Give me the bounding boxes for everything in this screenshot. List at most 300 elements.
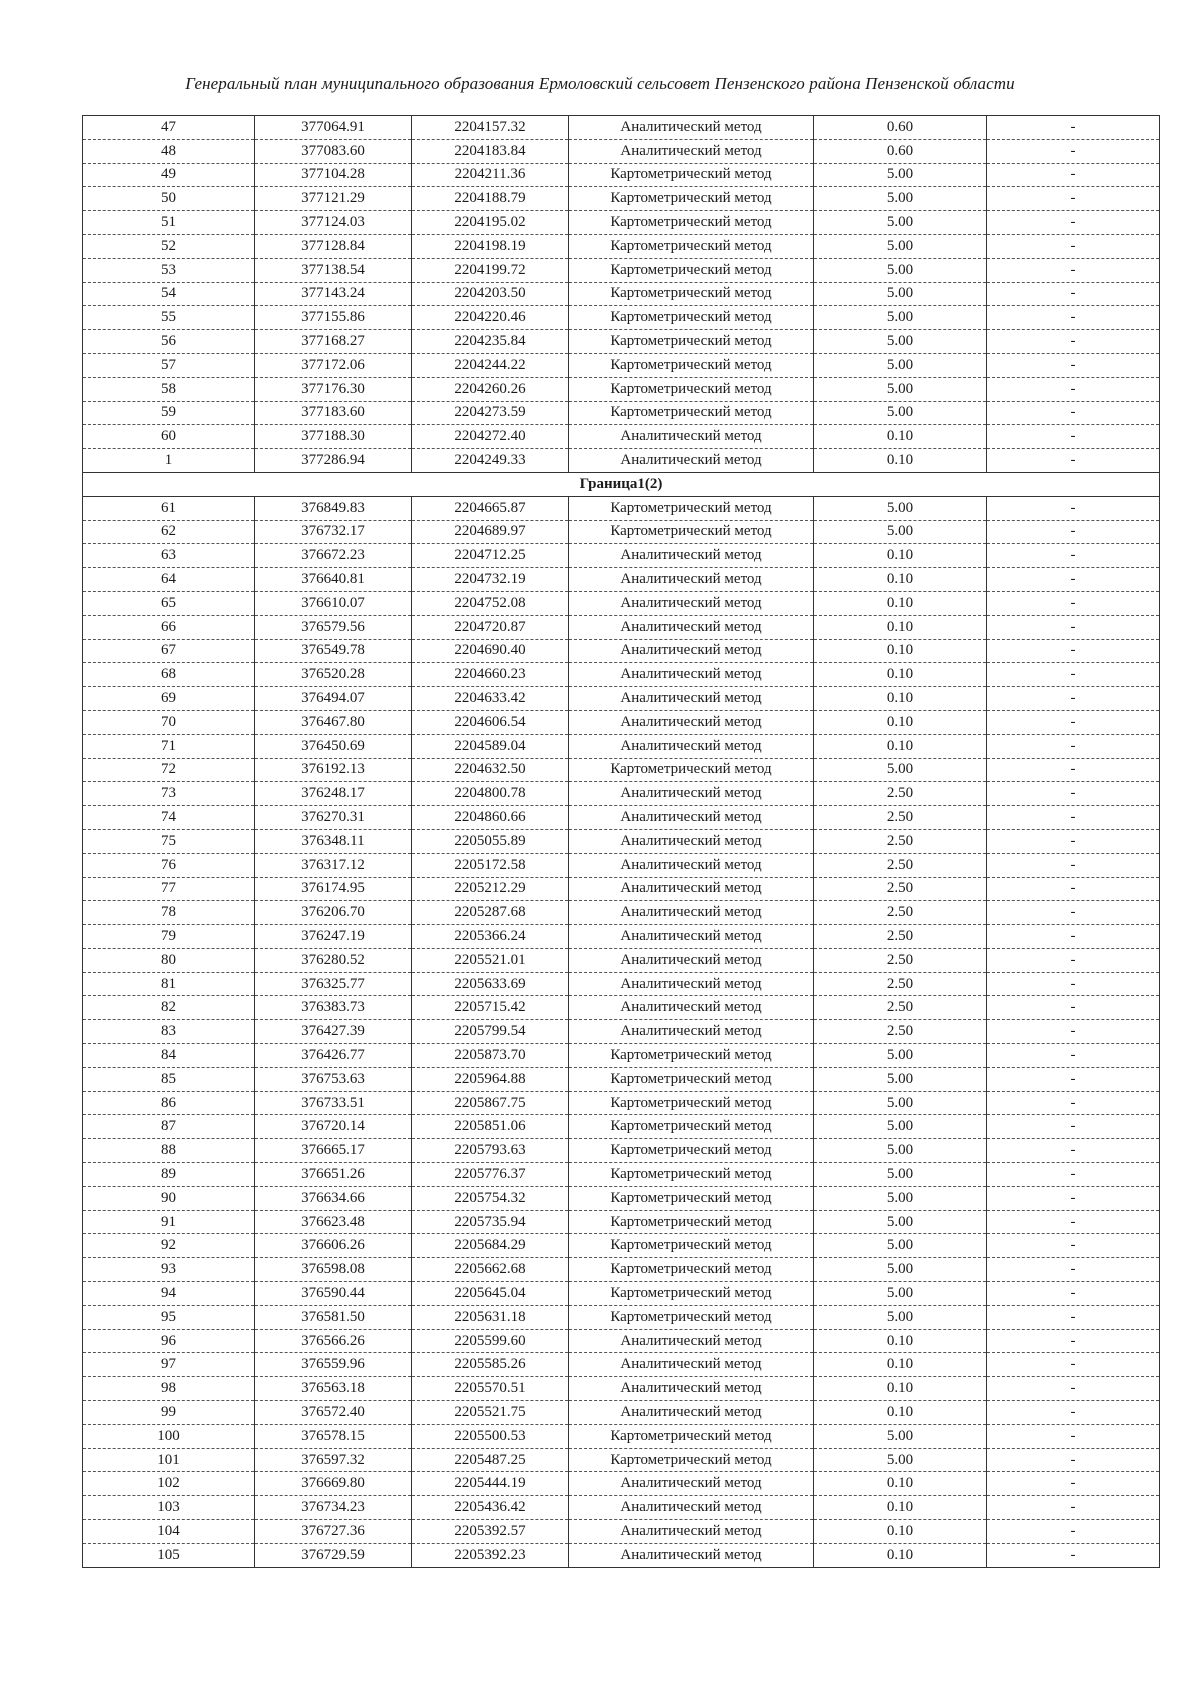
coord-x: 376634.66 <box>255 1186 412 1210</box>
coord-x: 376651.26 <box>255 1163 412 1187</box>
method: Картометрический метод <box>569 1139 814 1163</box>
note: - <box>987 687 1160 711</box>
point-number: 99 <box>83 1401 255 1425</box>
note: - <box>987 306 1160 330</box>
table-row <box>83 1139 1160 1163</box>
coord-x: 377121.29 <box>255 187 412 211</box>
point-number: 77 <box>83 877 255 901</box>
accuracy: 5.00 <box>814 1234 987 1258</box>
note: - <box>987 116 1160 140</box>
point-number: 66 <box>83 615 255 639</box>
method: Аналитический метод <box>569 615 814 639</box>
coord-y: 2204689.97 <box>412 520 569 544</box>
note: - <box>987 806 1160 830</box>
accuracy: 0.10 <box>814 1543 987 1567</box>
point-number: 70 <box>83 710 255 734</box>
coord-x: 377104.28 <box>255 163 412 187</box>
table-row <box>83 1186 1160 1210</box>
accuracy: 5.00 <box>814 1282 987 1306</box>
coord-x: 377083.60 <box>255 139 412 163</box>
point-number: 103 <box>83 1496 255 1520</box>
method: Аналитический метод <box>569 996 814 1020</box>
method: Аналитический метод <box>569 1377 814 1401</box>
coord-x: 376566.26 <box>255 1329 412 1353</box>
accuracy: 5.00 <box>814 234 987 258</box>
accuracy: 0.10 <box>814 1377 987 1401</box>
coord-y: 2205570.51 <box>412 1377 569 1401</box>
table-row <box>83 377 1160 401</box>
method: Аналитический метод <box>569 948 814 972</box>
table-row <box>83 1067 1160 1091</box>
table-row <box>83 401 1160 425</box>
coord-y: 2205964.88 <box>412 1067 569 1091</box>
table-row <box>83 1329 1160 1353</box>
table-row <box>83 1305 1160 1329</box>
coord-y: 2204660.23 <box>412 663 569 687</box>
method: Картометрический метод <box>569 306 814 330</box>
method: Картометрический метод <box>569 1305 814 1329</box>
table-row <box>83 139 1160 163</box>
method: Картометрический метод <box>569 353 814 377</box>
coord-y: 2205867.75 <box>412 1091 569 1115</box>
table-row <box>83 687 1160 711</box>
method: Картометрический метод <box>569 282 814 306</box>
accuracy: 2.50 <box>814 877 987 901</box>
table-row <box>83 425 1160 449</box>
table-row <box>83 806 1160 830</box>
coord-x: 377183.60 <box>255 401 412 425</box>
point-number: 75 <box>83 829 255 853</box>
coord-y: 2204244.22 <box>412 353 569 377</box>
point-number: 73 <box>83 782 255 806</box>
accuracy: 0.10 <box>814 615 987 639</box>
coord-x: 376317.12 <box>255 853 412 877</box>
coord-x: 376174.95 <box>255 877 412 901</box>
accuracy: 2.50 <box>814 1020 987 1044</box>
accuracy: 5.00 <box>814 1067 987 1091</box>
coord-x: 376753.63 <box>255 1067 412 1091</box>
coordinates-table-body <box>83 116 1160 1568</box>
coord-x: 376520.28 <box>255 663 412 687</box>
coord-x: 377172.06 <box>255 353 412 377</box>
accuracy: 5.00 <box>814 1186 987 1210</box>
point-number: 98 <box>83 1377 255 1401</box>
coord-x: 376206.70 <box>255 901 412 925</box>
method: Картометрический метод <box>569 187 814 211</box>
accuracy: 0.10 <box>814 1401 987 1425</box>
coord-y: 2204720.87 <box>412 615 569 639</box>
table-row <box>83 496 1160 520</box>
note: - <box>987 139 1160 163</box>
coord-y: 2204211.36 <box>412 163 569 187</box>
note: - <box>987 1401 1160 1425</box>
table-row <box>83 282 1160 306</box>
coord-x: 376727.36 <box>255 1520 412 1544</box>
table-row <box>83 1044 1160 1068</box>
note: - <box>987 1020 1160 1044</box>
accuracy: 5.00 <box>814 758 987 782</box>
note: - <box>987 1448 1160 1472</box>
table-row <box>83 1020 1160 1044</box>
coord-y: 2205662.68 <box>412 1258 569 1282</box>
note: - <box>987 1044 1160 1068</box>
note: - <box>987 996 1160 1020</box>
coord-y: 2204860.66 <box>412 806 569 830</box>
point-number: 52 <box>83 234 255 258</box>
method: Картометрический метод <box>569 520 814 544</box>
section-row <box>83 472 1160 496</box>
note: - <box>987 449 1160 473</box>
method: Картометрический метод <box>569 1163 814 1187</box>
accuracy: 5.00 <box>814 258 987 282</box>
coord-y: 2205055.89 <box>412 829 569 853</box>
coord-y: 2205521.01 <box>412 948 569 972</box>
point-number: 57 <box>83 353 255 377</box>
note: - <box>987 948 1160 972</box>
note: - <box>987 1305 1160 1329</box>
point-number: 87 <box>83 1115 255 1139</box>
note: - <box>987 1353 1160 1377</box>
coord-x: 376192.13 <box>255 758 412 782</box>
point-number: 60 <box>83 425 255 449</box>
accuracy: 5.00 <box>814 211 987 235</box>
coord-y: 2205487.25 <box>412 1448 569 1472</box>
coord-y: 2205633.69 <box>412 972 569 996</box>
coord-y: 2205754.32 <box>412 1186 569 1210</box>
point-number: 94 <box>83 1282 255 1306</box>
method: Аналитический метод <box>569 1496 814 1520</box>
point-number: 59 <box>83 401 255 425</box>
coord-y: 2205735.94 <box>412 1210 569 1234</box>
coord-x: 376672.23 <box>255 544 412 568</box>
accuracy: 5.00 <box>814 1091 987 1115</box>
point-number: 100 <box>83 1424 255 1448</box>
accuracy: 0.10 <box>814 1496 987 1520</box>
coord-x: 376427.39 <box>255 1020 412 1044</box>
accuracy: 5.00 <box>814 1424 987 1448</box>
table-row <box>83 1210 1160 1234</box>
point-number: 1 <box>83 449 255 473</box>
coord-y: 2205366.24 <box>412 925 569 949</box>
accuracy: 5.00 <box>814 1210 987 1234</box>
coord-x: 377155.86 <box>255 306 412 330</box>
point-number: 68 <box>83 663 255 687</box>
coord-y: 2205793.63 <box>412 1139 569 1163</box>
method: Аналитический метод <box>569 116 814 140</box>
coord-x: 376734.23 <box>255 1496 412 1520</box>
point-number: 74 <box>83 806 255 830</box>
coord-x: 376572.40 <box>255 1401 412 1425</box>
point-number: 50 <box>83 187 255 211</box>
coord-y: 2205436.42 <box>412 1496 569 1520</box>
coord-y: 2204195.02 <box>412 211 569 235</box>
coord-x: 377188.30 <box>255 425 412 449</box>
method: Аналитический метод <box>569 829 814 853</box>
note: - <box>987 234 1160 258</box>
coord-x: 376669.80 <box>255 1472 412 1496</box>
coord-x: 376426.77 <box>255 1044 412 1068</box>
coord-y: 2205631.18 <box>412 1305 569 1329</box>
coord-y: 2204589.04 <box>412 734 569 758</box>
accuracy: 5.00 <box>814 401 987 425</box>
accuracy: 2.50 <box>814 925 987 949</box>
method: Картометрический метод <box>569 1258 814 1282</box>
coord-y: 2204633.42 <box>412 687 569 711</box>
accuracy: 5.00 <box>814 1163 987 1187</box>
table-row <box>83 782 1160 806</box>
accuracy: 0.10 <box>814 710 987 734</box>
table-row <box>83 615 1160 639</box>
note: - <box>987 1543 1160 1567</box>
coord-x: 376467.80 <box>255 710 412 734</box>
note: - <box>987 591 1160 615</box>
table-row <box>83 829 1160 853</box>
method: Аналитический метод <box>569 853 814 877</box>
point-number: 93 <box>83 1258 255 1282</box>
table-row <box>83 639 1160 663</box>
method: Аналитический метод <box>569 139 814 163</box>
method: Аналитический метод <box>569 591 814 615</box>
point-number: 84 <box>83 1044 255 1068</box>
note: - <box>987 1139 1160 1163</box>
coord-y: 2204260.26 <box>412 377 569 401</box>
table-row <box>83 163 1160 187</box>
accuracy: 2.50 <box>814 948 987 972</box>
accuracy: 0.10 <box>814 1329 987 1353</box>
accuracy: 5.00 <box>814 163 987 187</box>
page-header: Генеральный план муниципального образования Ермоловский сельсовет Пензенского района Пензенской области <box>185 74 1015 93</box>
note: - <box>987 710 1160 734</box>
table-row <box>83 1234 1160 1258</box>
method: Аналитический метод <box>569 544 814 568</box>
point-number: 86 <box>83 1091 255 1115</box>
method: Аналитический метод <box>569 425 814 449</box>
note: - <box>987 353 1160 377</box>
coord-x: 377168.27 <box>255 330 412 354</box>
method: Аналитический метод <box>569 449 814 473</box>
coord-y: 2205444.19 <box>412 1472 569 1496</box>
table-row <box>83 591 1160 615</box>
note: - <box>987 782 1160 806</box>
coord-y: 2204752.08 <box>412 591 569 615</box>
method: Картометрический метод <box>569 1424 814 1448</box>
accuracy: 0.10 <box>814 1520 987 1544</box>
table-row <box>83 1377 1160 1401</box>
method: Картометрический метод <box>569 330 814 354</box>
coord-y: 2205799.54 <box>412 1020 569 1044</box>
note: - <box>987 330 1160 354</box>
table-row <box>83 1353 1160 1377</box>
table-row <box>83 996 1160 1020</box>
coord-y: 2204198.19 <box>412 234 569 258</box>
accuracy: 5.00 <box>814 1305 987 1329</box>
method: Картометрический метод <box>569 1091 814 1115</box>
method: Аналитический метод <box>569 710 814 734</box>
note: - <box>987 1067 1160 1091</box>
accuracy: 5.00 <box>814 1258 987 1282</box>
coord-x: 376640.81 <box>255 568 412 592</box>
method: Аналитический метод <box>569 1329 814 1353</box>
table-row <box>83 663 1160 687</box>
coord-y: 2204606.54 <box>412 710 569 734</box>
method: Аналитический метод <box>569 1472 814 1496</box>
method: Аналитический метод <box>569 782 814 806</box>
note: - <box>987 1329 1160 1353</box>
accuracy: 5.00 <box>814 330 987 354</box>
accuracy: 2.50 <box>814 972 987 996</box>
table-row <box>83 306 1160 330</box>
point-number: 78 <box>83 901 255 925</box>
coord-y: 2205585.26 <box>412 1353 569 1377</box>
point-number: 83 <box>83 1020 255 1044</box>
note: - <box>987 829 1160 853</box>
coord-x: 376247.19 <box>255 925 412 949</box>
coord-y: 2204249.33 <box>412 449 569 473</box>
coord-y: 2204199.72 <box>412 258 569 282</box>
accuracy: 5.00 <box>814 353 987 377</box>
note: - <box>987 377 1160 401</box>
accuracy: 0.10 <box>814 425 987 449</box>
method: Картометрический метод <box>569 1234 814 1258</box>
method: Аналитический метод <box>569 901 814 925</box>
note: - <box>987 187 1160 211</box>
point-number: 102 <box>83 1472 255 1496</box>
method: Аналитический метод <box>569 806 814 830</box>
coord-x: 377124.03 <box>255 211 412 235</box>
table-row <box>83 853 1160 877</box>
table-row <box>83 116 1160 140</box>
point-number: 63 <box>83 544 255 568</box>
coord-y: 2204690.40 <box>412 639 569 663</box>
table-row <box>83 544 1160 568</box>
note: - <box>987 925 1160 949</box>
coord-y: 2204712.25 <box>412 544 569 568</box>
accuracy: 5.00 <box>814 306 987 330</box>
coord-x: 376665.17 <box>255 1139 412 1163</box>
note: - <box>987 1210 1160 1234</box>
note: - <box>987 1091 1160 1115</box>
coord-y: 2205645.04 <box>412 1282 569 1306</box>
point-number: 96 <box>83 1329 255 1353</box>
method: Аналитический метод <box>569 1353 814 1377</box>
point-number: 97 <box>83 1353 255 1377</box>
point-number: 80 <box>83 948 255 972</box>
note: - <box>987 639 1160 663</box>
coord-x: 377176.30 <box>255 377 412 401</box>
point-number: 82 <box>83 996 255 1020</box>
coord-y: 2205287.68 <box>412 901 569 925</box>
table-row <box>83 1424 1160 1448</box>
note: - <box>987 972 1160 996</box>
coord-y: 2204665.87 <box>412 496 569 520</box>
accuracy: 0.10 <box>814 639 987 663</box>
coord-x: 376581.50 <box>255 1305 412 1329</box>
coord-y: 2204272.40 <box>412 425 569 449</box>
method: Картометрический метод <box>569 258 814 282</box>
coord-y: 2205392.23 <box>412 1543 569 1567</box>
coord-x: 376549.78 <box>255 639 412 663</box>
accuracy: 0.10 <box>814 663 987 687</box>
method: Аналитический метод <box>569 734 814 758</box>
coord-x: 376849.83 <box>255 496 412 520</box>
coord-x: 376450.69 <box>255 734 412 758</box>
point-number: 48 <box>83 139 255 163</box>
accuracy: 0.10 <box>814 591 987 615</box>
coord-y: 2205172.58 <box>412 853 569 877</box>
coord-x: 376606.26 <box>255 1234 412 1258</box>
coord-x: 376610.07 <box>255 591 412 615</box>
table-row <box>83 710 1160 734</box>
note: - <box>987 758 1160 782</box>
coord-x: 376559.96 <box>255 1353 412 1377</box>
point-number: 72 <box>83 758 255 782</box>
table-row <box>83 1401 1160 1425</box>
point-number: 56 <box>83 330 255 354</box>
table-row <box>83 211 1160 235</box>
note: - <box>987 568 1160 592</box>
note: - <box>987 877 1160 901</box>
method: Картометрический метод <box>569 1448 814 1472</box>
point-number: 51 <box>83 211 255 235</box>
table-row <box>83 1496 1160 1520</box>
coord-x: 376563.18 <box>255 1377 412 1401</box>
note: - <box>987 1496 1160 1520</box>
point-number: 61 <box>83 496 255 520</box>
method: Картометрический метод <box>569 211 814 235</box>
table-row <box>83 972 1160 996</box>
accuracy: 2.50 <box>814 782 987 806</box>
accuracy: 0.10 <box>814 449 987 473</box>
coord-y: 2205599.60 <box>412 1329 569 1353</box>
coord-y: 2205851.06 <box>412 1115 569 1139</box>
point-number: 95 <box>83 1305 255 1329</box>
coord-x: 376729.59 <box>255 1543 412 1567</box>
coord-y: 2205500.53 <box>412 1424 569 1448</box>
coord-x: 376280.52 <box>255 948 412 972</box>
point-number: 92 <box>83 1234 255 1258</box>
coord-x: 376348.11 <box>255 829 412 853</box>
note: - <box>987 520 1160 544</box>
coord-x: 377128.84 <box>255 234 412 258</box>
note: - <box>987 282 1160 306</box>
coord-x: 376579.56 <box>255 615 412 639</box>
accuracy: 5.00 <box>814 1115 987 1139</box>
coord-y: 2205684.29 <box>412 1234 569 1258</box>
section-title: Граница1(2) <box>83 472 1160 496</box>
table-row <box>83 330 1160 354</box>
table-row <box>83 1115 1160 1139</box>
method: Картометрический метод <box>569 377 814 401</box>
coord-y: 2204235.84 <box>412 330 569 354</box>
accuracy: 0.60 <box>814 116 987 140</box>
accuracy: 5.00 <box>814 377 987 401</box>
table-row <box>83 1282 1160 1306</box>
method: Аналитический метод <box>569 568 814 592</box>
note: - <box>987 401 1160 425</box>
table-row <box>83 234 1160 258</box>
table-row <box>83 1163 1160 1187</box>
accuracy: 2.50 <box>814 853 987 877</box>
accuracy: 0.10 <box>814 734 987 758</box>
method: Аналитический метод <box>569 687 814 711</box>
method: Аналитический метод <box>569 925 814 949</box>
table-row <box>83 948 1160 972</box>
table-row <box>83 568 1160 592</box>
coord-y: 2205521.75 <box>412 1401 569 1425</box>
coord-x: 376720.14 <box>255 1115 412 1139</box>
point-number: 49 <box>83 163 255 187</box>
coord-x: 376494.07 <box>255 687 412 711</box>
